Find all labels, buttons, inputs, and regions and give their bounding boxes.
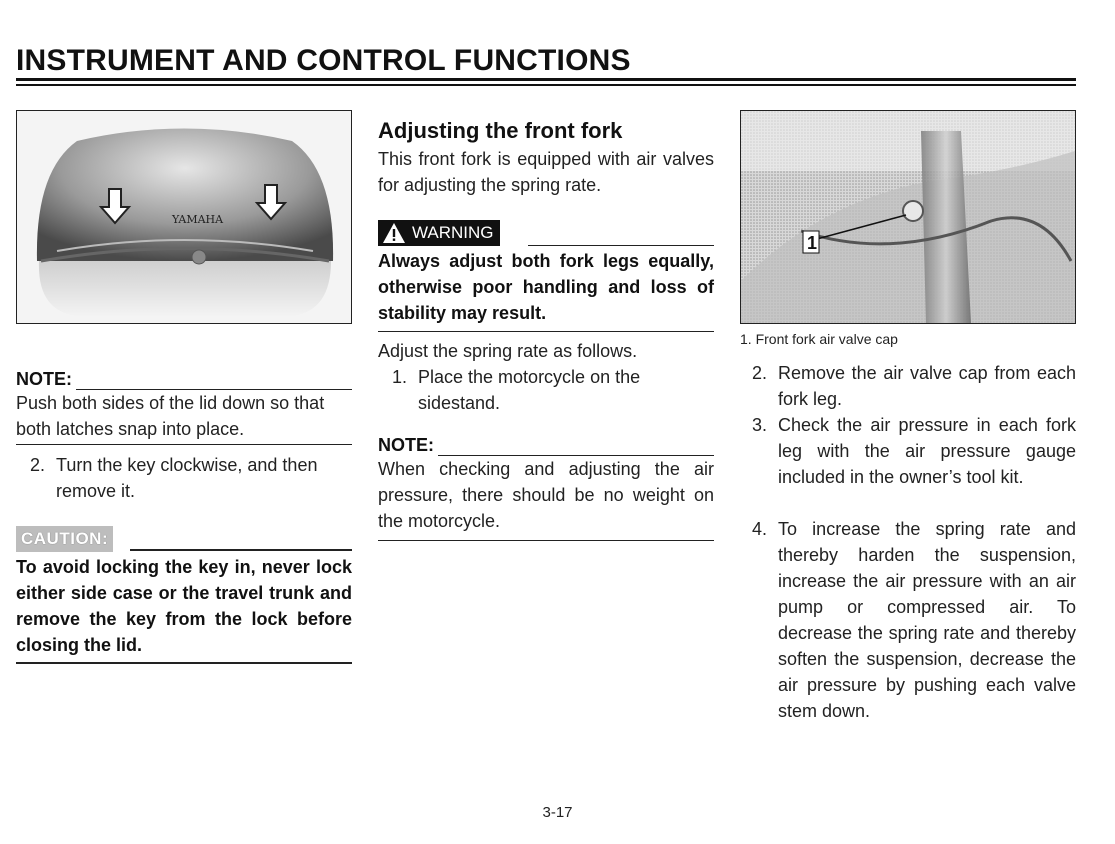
note-heading-middle: NOTE: bbox=[378, 434, 714, 456]
front-fork-photo bbox=[740, 110, 1076, 324]
warning-triangle-icon bbox=[382, 222, 406, 244]
caution-text: To avoid locking the key in, never lock either side case or the travel trunk and remove the key from the lock before closing the lid. bbox=[16, 557, 352, 655]
travel-trunk-photo bbox=[16, 110, 352, 324]
list-item: 4. To increase the spring rate and thereby harden the suspension, increase the air pressure with an air pump or compressed air. To decrease the spring rate and thereby soften the suspension, decrease the air pressure by pushing each valve stem down. bbox=[752, 519, 1076, 721]
list-item: 2. Remove the air valve cap from each fork leg. bbox=[752, 363, 1076, 409]
list-item: 2. Turn the key clockwise, and then remove it. bbox=[30, 455, 318, 501]
caution-rule-bottom bbox=[16, 662, 352, 664]
note-end-rule-left bbox=[16, 444, 352, 445]
brand-logo-text: YAMAHA bbox=[172, 213, 224, 226]
header-rule-thick bbox=[16, 78, 1076, 81]
note-end-rule-middle bbox=[378, 540, 714, 541]
note-heading-left: NOTE: bbox=[16, 368, 352, 390]
page-number: 3-17 bbox=[542, 804, 573, 821]
note-text-middle: When checking and adjusting the air pressure, there should be no weight on the motorcycle. bbox=[378, 459, 714, 531]
adjust-intro: Adjust the spring rate as follows. bbox=[378, 341, 638, 361]
callout-number: 1 bbox=[807, 233, 818, 253]
intro-text: This front fork is equipped with air valves for adjusting the spring rate. bbox=[378, 149, 714, 195]
list-item: 1. Place the motorcycle on the sidestand. bbox=[392, 367, 641, 413]
photo-caption: 1. Front fork air valve cap bbox=[740, 331, 898, 347]
page-title: INSTRUMENT AND CONTROL FUNCTIONS bbox=[16, 44, 631, 77]
list-item: 3. Check the air pressure in each fork leg with the air pressure gauge included in the owner’s tool kit. bbox=[752, 415, 1076, 487]
caution-badge: CAUTION: bbox=[16, 526, 113, 552]
caution-rule-top bbox=[130, 549, 352, 551]
warning-text: Always adjust both fork legs equally, otherwise poor handling and loss of stability may result. bbox=[378, 251, 714, 323]
header-rule-thin bbox=[16, 84, 1076, 86]
warning-rule-top bbox=[528, 245, 714, 246]
page-header bbox=[16, 44, 1076, 78]
warning-badge: WARNING bbox=[378, 220, 500, 246]
section-title: Adjusting the front fork bbox=[378, 118, 623, 143]
warning-rule-bottom bbox=[378, 331, 714, 332]
note-text-left: Push both sides of the lid down so that both latches snap into place. bbox=[16, 393, 325, 439]
